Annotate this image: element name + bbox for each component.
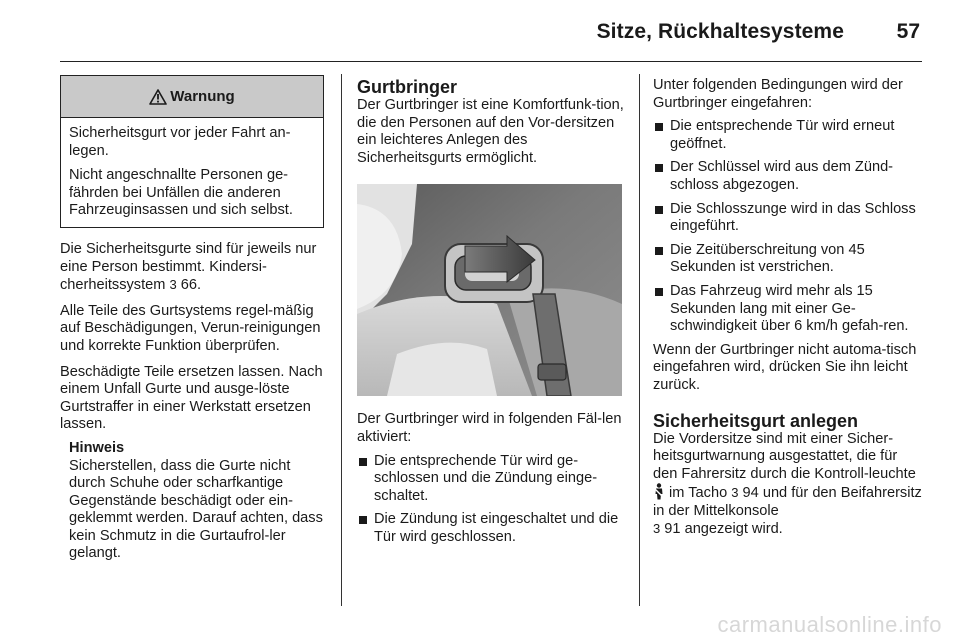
warning-line: Nicht angeschnallte Personen ge-fährden bei Unfällen die anderen Fahrzeuginsassen und sich selbst. — [69, 167, 293, 219]
paragraph: Der Gurtbringer wird in folgenden Fäl-len aktiviert: — [357, 411, 622, 445]
column-1 — [60, 75, 326, 563]
paragraph: Der Gurtbringer ist eine Komfortfunk-tion, die den Personen auf den Vor-dersitzen ein leichteres Anlegen des Sicherheitsgurts ermöglicht. — [357, 97, 624, 166]
seatbelt-icon — [653, 483, 665, 500]
belt-buckle-tongue — [538, 364, 566, 380]
reference-arrow-icon: 3 — [169, 277, 177, 293]
paragraph: Alle Teile des Gurtsystems regel-mäßig auf Beschädigungen, Verun-reinigungen und korrekte Funktion überprüfen. — [60, 302, 321, 354]
paragraph: Unter folgenden Bedingungen wird der Gurtbringer eingefahren: — [653, 77, 903, 111]
paragraph — [60, 241, 326, 295]
note-title: Hinweis — [69, 439, 125, 456]
column-3 — [653, 77, 925, 539]
list-item: Das Fahrzeug wird mehr als 15 Sekunden lang mit einer Ge-schwindigkeit über 6 km/h gefah-ren. — [653, 283, 925, 336]
column-divider — [639, 74, 640, 606]
paragraph-text: im Tacho — [665, 485, 728, 502]
watermark: carmanualsonline.info — [717, 612, 942, 637]
reference-arrow-icon: 3 — [653, 521, 661, 537]
reference-arrow-icon: 3 — [731, 485, 739, 501]
paragraph: Beschädigte Teile ersetzen lassen. Nach einem Unfall Gurte und ausge-löste Gurtstraffer in einer Werkstatt ersetzen lassen. — [60, 363, 323, 433]
reference-target[interactable]: 94 und für den Beifahrersitz in der Mittelkonsole — [653, 485, 922, 519]
belt-presenter-illustration — [357, 184, 622, 396]
page-number: 57 — [896, 20, 920, 43]
reference-target[interactable]: 66. — [176, 277, 202, 294]
paragraph-text: Die Sicherheitsgurte sind für jeweils nur eine Person bestimmt. Kindersi-cherheitssystem — [60, 240, 317, 294]
column-divider — [341, 74, 342, 606]
note-text: Sicherstellen, dass die Gurte nicht durch Schuhe oder scharfkantige Gegenstände beschädigt oder ein-geklemmt werden. Darauf achten, dass kein Schmutz in die Gurtaufrol-ler gelangt. — [69, 457, 323, 562]
note-box — [60, 440, 326, 563]
list-item: Die Schlosszunge wird in das Schloss eingeführt. — [653, 201, 925, 236]
header-rule — [60, 61, 922, 62]
warning-title: Warnung — [170, 87, 235, 105]
warning-triangle-icon — [149, 89, 167, 105]
paragraph — [653, 431, 925, 540]
list-item: Der Schlüssel wird aus dem Zünd-schloss abgezogen. — [653, 159, 925, 194]
paragraph-text: Die Vordersitze sind mit einer Sicher-heitsgurtwarnung ausgestattet, die für den Fahrersitz durch die Kontroll-leuchte — [653, 430, 916, 482]
list-item: Die entsprechende Tür wird erneut geöffnet. — [653, 118, 925, 153]
warning-box — [60, 75, 324, 228]
paragraph: Wenn der Gurtbringer nicht automa-tisch eingefahren wird, drücken Sie ihn leicht zurück. — [653, 341, 917, 393]
list-item: Die Zeitüberschreitung von 45 Sekunden ist verstrichen. — [653, 242, 925, 277]
page-header-title: Sitze, Rückhaltesysteme — [596, 20, 844, 43]
reference-target[interactable]: 91 angezeigt wird. — [660, 521, 783, 538]
warning-line: Sicherheitsgurt vor jeder Fahrt an-legen. — [69, 125, 291, 159]
column-2 — [357, 77, 625, 547]
warning-body — [61, 118, 323, 227]
section-heading-gurtbringer: Gurtbringer — [357, 77, 458, 97]
list-item: Die Zündung ist eingeschaltet und die Tür wird geschlossen. — [357, 511, 625, 546]
warning-header — [61, 76, 323, 118]
list-item: Die entsprechende Tür wird ge-schlossen und die Zündung einge-schaltet. — [357, 453, 625, 506]
section-heading-sicherheitsgurt: Sicherheitsgurt anlegen — [653, 410, 859, 431]
